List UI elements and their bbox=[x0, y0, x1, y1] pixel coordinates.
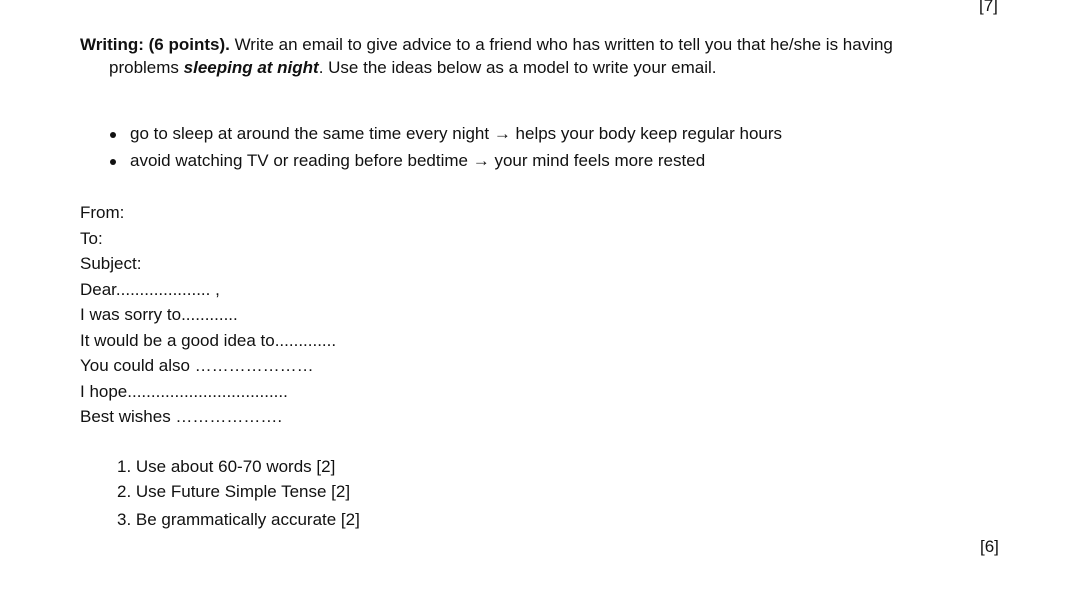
email-to-line: To: bbox=[80, 228, 103, 248]
email-also-line: You could also ………………… bbox=[80, 356, 314, 375]
email-from-line: From: bbox=[80, 203, 125, 222]
email-greeting-line: Dear.................... , bbox=[80, 279, 220, 299]
task-line-1 bbox=[80, 33, 980, 56]
email-hope-line: I hope.................................. bbox=[80, 381, 288, 401]
email-advice-line: It would be a good idea to............. bbox=[80, 330, 337, 350]
email-template bbox=[80, 201, 336, 431]
requirement-item: 2. Use Future Simple Tense [2] bbox=[117, 482, 351, 501]
idea-item: avoid watching TV or reading before bedtime → your mind feels more rested bbox=[110, 150, 782, 177]
task-instructions bbox=[80, 33, 980, 79]
task-label: Writing: (6 points). bbox=[80, 35, 230, 54]
email-subject-line: Subject: bbox=[80, 254, 142, 273]
task-line-2 bbox=[80, 56, 980, 79]
score-mark-top: [7] bbox=[979, 0, 998, 15]
task-text-2: problems bbox=[109, 58, 184, 77]
score-mark-bottom: [6] bbox=[980, 537, 999, 556]
ideas-list bbox=[110, 123, 782, 177]
requirement-item: 1. Use about 60-70 words [2] bbox=[117, 457, 336, 476]
email-sorry-line: I was sorry to............ bbox=[80, 305, 238, 324]
email-closing-line: Best wishes ………………. bbox=[80, 407, 283, 426]
requirements-list bbox=[117, 456, 360, 531]
task-text-3: . Use the ideas below as a model to write your email. bbox=[318, 58, 717, 77]
requirement-item: 3. Be grammatically accurate [2] bbox=[117, 510, 360, 529]
task-emphasis: sleeping at night bbox=[183, 58, 319, 77]
task-text-1: Write an email to give advice to a friend who has written to tell you that he/she is having bbox=[229, 35, 893, 54]
idea-item: go to sleep at around the same time every night → helps your body keep regular hours bbox=[110, 123, 782, 150]
